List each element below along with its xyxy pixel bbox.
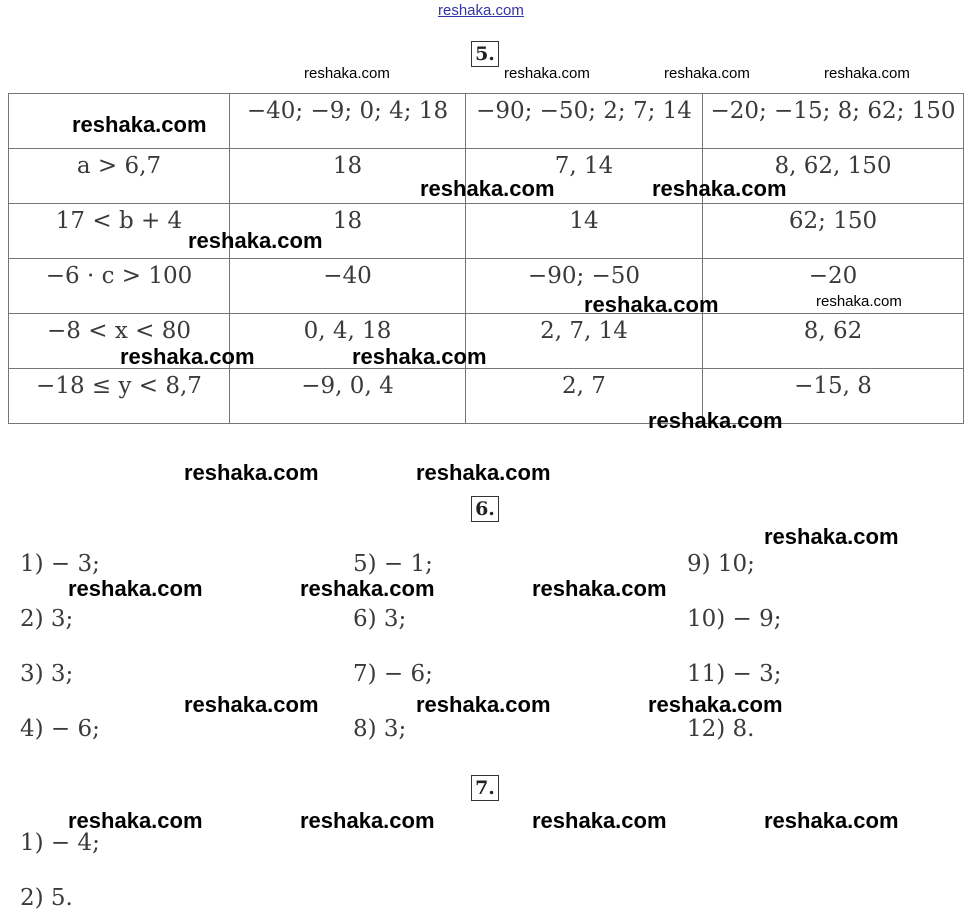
watermark: reshaka.com bbox=[184, 692, 319, 717]
watermark: reshaka.com bbox=[300, 576, 435, 601]
table-cell: −8 < x < 80 bbox=[9, 314, 230, 369]
watermark: reshaka.com bbox=[504, 65, 590, 82]
answer-item: 4) − 6; bbox=[20, 716, 100, 742]
table-cell: 7, 14 bbox=[466, 149, 703, 204]
watermark: reshaka.com bbox=[416, 692, 551, 717]
table-cell: 8, 62 bbox=[703, 314, 964, 369]
watermark: reshaka.com bbox=[72, 112, 207, 137]
watermark: reshaka.com bbox=[764, 524, 899, 549]
answer-item: 5) − 1; bbox=[353, 551, 433, 577]
table-cell: −40; −9; 0; 4; 18 bbox=[230, 94, 466, 149]
watermark: reshaka.com bbox=[352, 344, 487, 369]
task6-number: 6. bbox=[471, 496, 499, 522]
table-cell: −15, 8 bbox=[703, 369, 964, 424]
watermark: reshaka.com bbox=[824, 65, 910, 82]
answer-item: 6) 3; bbox=[353, 606, 407, 632]
answer-item: 7) − 6; bbox=[353, 661, 433, 687]
table-cell: −40 bbox=[230, 259, 466, 314]
table-cell: −20; −15; 8; 62; 150 bbox=[703, 94, 964, 149]
watermark: reshaka.com bbox=[532, 576, 667, 601]
watermark: reshaka.com bbox=[648, 692, 783, 717]
table-cell: −6 · c > 100 bbox=[9, 259, 230, 314]
watermark: reshaka.com bbox=[120, 344, 255, 369]
watermark: reshaka.com bbox=[584, 292, 719, 317]
table-cell: 8, 62, 150 bbox=[703, 149, 964, 204]
watermark: reshaka.com bbox=[764, 808, 899, 833]
table-row bbox=[9, 204, 964, 259]
watermark: reshaka.com bbox=[188, 228, 323, 253]
table-cell: −9, 0, 4 bbox=[230, 369, 466, 424]
table-cell: −90; −50; 2; 7; 14 bbox=[466, 94, 703, 149]
watermark: reshaka.com bbox=[416, 460, 551, 485]
table-cell: 18 bbox=[230, 204, 466, 259]
answer-item: 9) 10; bbox=[687, 551, 755, 577]
watermark: reshaka.com bbox=[816, 293, 902, 310]
task5-number: 5. bbox=[471, 41, 499, 67]
task5-table bbox=[8, 93, 964, 424]
watermark: reshaka.com bbox=[420, 176, 555, 201]
site-link[interactable]: reshaka.com bbox=[438, 2, 524, 19]
task7-number: 7. bbox=[471, 775, 499, 801]
table-cell: −20 bbox=[703, 259, 964, 314]
table-cell: 17 < b + 4 bbox=[9, 204, 230, 259]
table-cell: a > 6,7 bbox=[9, 149, 230, 204]
answer-item: 12) 8. bbox=[687, 716, 755, 742]
answer-item: 2) 3; bbox=[20, 606, 74, 632]
answer-item: 11) − 3; bbox=[687, 661, 782, 687]
table-cell: 2, 7 bbox=[466, 369, 703, 424]
table-cell: 2, 7, 14 bbox=[466, 314, 703, 369]
watermark: reshaka.com bbox=[304, 65, 390, 82]
answer-item: 3) 3; bbox=[20, 661, 74, 687]
watermark: reshaka.com bbox=[652, 176, 787, 201]
watermark: reshaka.com bbox=[68, 576, 203, 601]
answer-item: 1) − 4; bbox=[20, 830, 100, 856]
watermark: reshaka.com bbox=[532, 808, 667, 833]
answer-item: 1) − 3; bbox=[20, 551, 100, 577]
watermark: reshaka.com bbox=[648, 408, 783, 433]
answer-item: 10) − 9; bbox=[687, 606, 782, 632]
table-cell: −18 ≤ y < 8,7 bbox=[9, 369, 230, 424]
table-row bbox=[9, 369, 964, 424]
answer-item: 8) 3; bbox=[353, 716, 407, 742]
watermark: reshaka.com bbox=[184, 460, 319, 485]
table-cell: 18 bbox=[230, 149, 466, 204]
table-cell: 14 bbox=[466, 204, 703, 259]
table-cell: 0, 4, 18 bbox=[230, 314, 466, 369]
watermark: reshaka.com bbox=[68, 808, 203, 833]
watermark: reshaka.com bbox=[664, 65, 750, 82]
table-cell: −90; −50 bbox=[466, 259, 703, 314]
answer-item: 2) 5. bbox=[20, 885, 73, 911]
table-cell: 62; 150 bbox=[703, 204, 964, 259]
watermark: reshaka.com bbox=[300, 808, 435, 833]
